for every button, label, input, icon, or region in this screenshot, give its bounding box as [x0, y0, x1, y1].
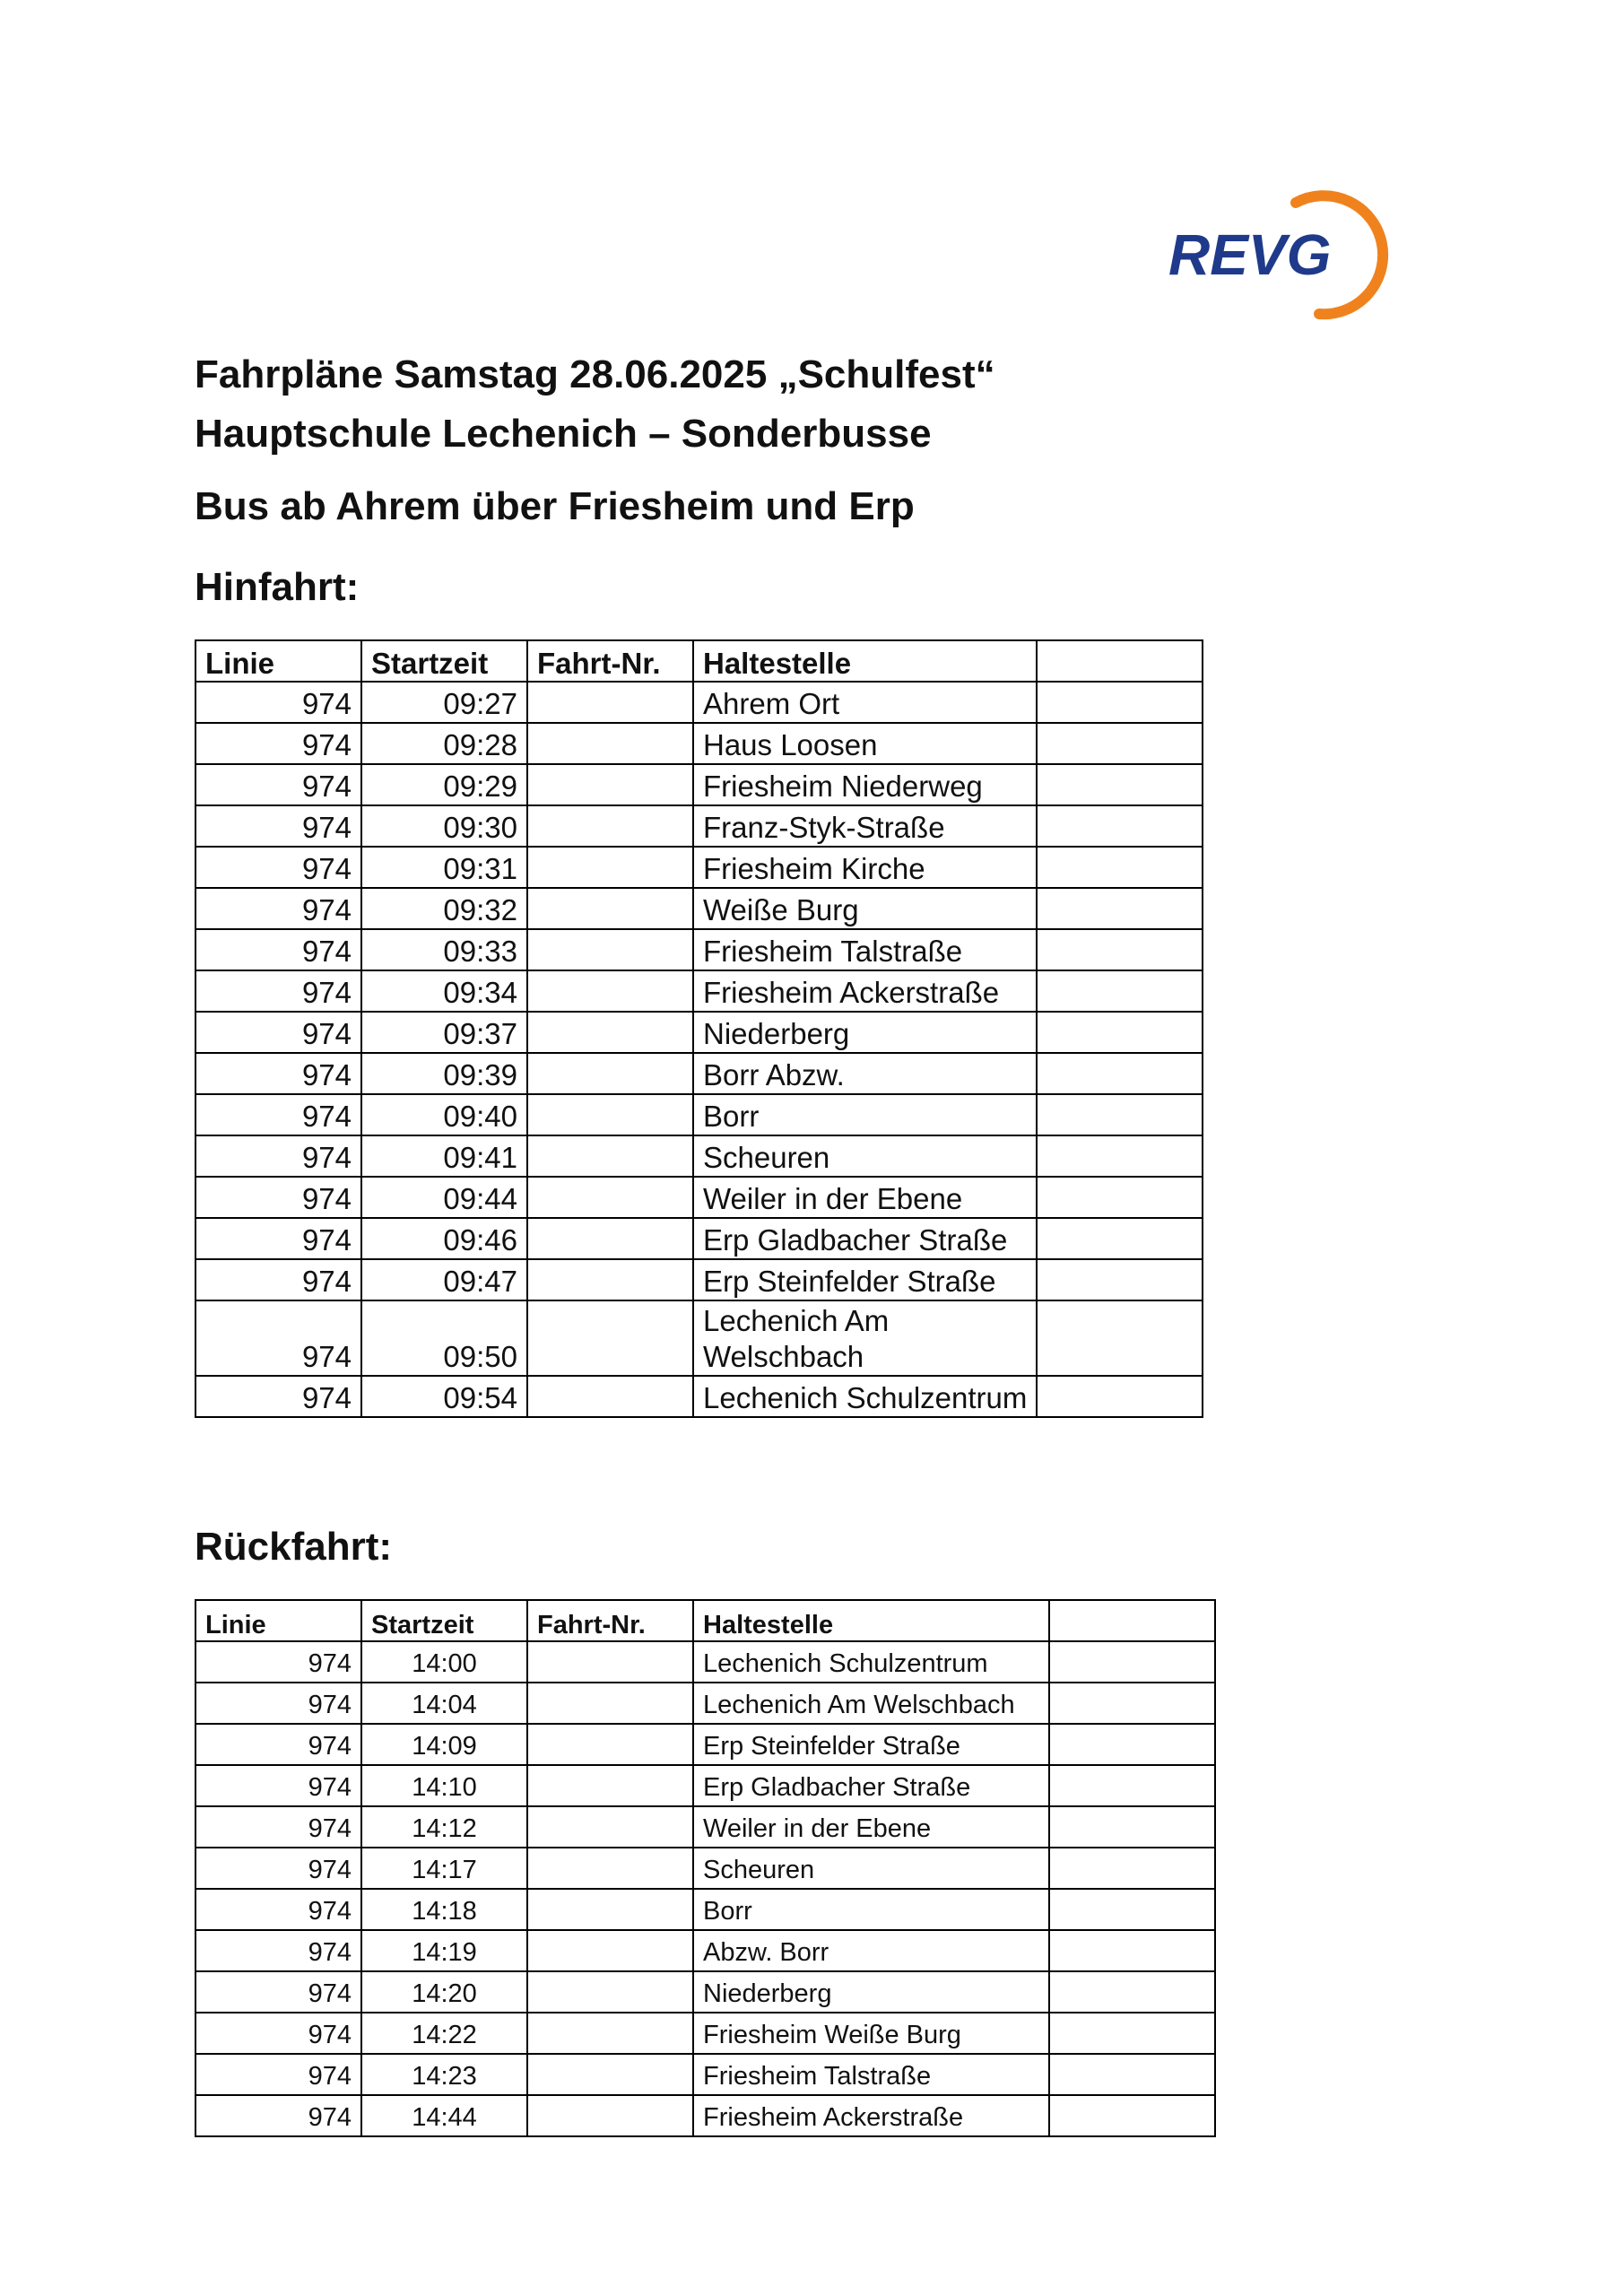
cell-fahrt-nr: [527, 1053, 693, 1094]
rueckfahrt-heading: Rückfahrt:: [195, 1525, 393, 1569]
cell-fahrt-nr: [527, 1848, 693, 1889]
cell-haltestelle: Ahrem Ort: [693, 682, 1037, 723]
hinfahrt-heading: Hinfahrt:: [195, 565, 360, 609]
cell-empty: [1037, 1053, 1203, 1094]
cell-linie: 974: [195, 1177, 361, 1218]
cell-startzeit: 14:22: [361, 2013, 527, 2054]
cell-fahrt-nr: [527, 1971, 693, 2013]
cell-empty: [1049, 1806, 1215, 1848]
header-linie: Linie: [195, 1600, 361, 1641]
cell-empty: [1049, 1971, 1215, 2013]
cell-fahrt-nr: [527, 1094, 693, 1135]
table-row: [195, 970, 1203, 1012]
cell-linie: 974: [195, 1806, 361, 1848]
cell-empty: [1049, 1641, 1215, 1683]
cell-startzeit: 14:18: [361, 1889, 527, 1930]
cell-fahrt-nr: [527, 764, 693, 805]
cell-haltestelle: Borr: [693, 1889, 1049, 1930]
table-row: [195, 1806, 1215, 1848]
table-header-row: [195, 640, 1203, 682]
cell-empty: [1049, 1930, 1215, 1971]
cell-fahrt-nr: [527, 1683, 693, 1724]
cell-startzeit: 09:33: [361, 929, 527, 970]
table-header-row: [195, 1600, 1215, 1641]
cell-startzeit: 09:40: [361, 1094, 527, 1135]
table-row: [195, 1930, 1215, 1971]
table-row: [195, 1300, 1203, 1376]
cell-haltestelle: Borr: [693, 1094, 1037, 1135]
cell-empty: [1037, 1259, 1203, 1300]
cell-empty: [1037, 1300, 1203, 1376]
cell-empty: [1037, 723, 1203, 764]
table-row: [195, 764, 1203, 805]
cell-startzeit: 09:47: [361, 1259, 527, 1300]
cell-fahrt-nr: [527, 1724, 693, 1765]
cell-haltestelle: Scheuren: [693, 1135, 1037, 1177]
cell-startzeit: 14:04: [361, 1683, 527, 1724]
cell-haltestelle: Friesheim Ackerstraße: [693, 970, 1037, 1012]
cell-fahrt-nr: [527, 1012, 693, 1053]
cell-startzeit: 14:20: [361, 1971, 527, 2013]
cell-haltestelle: Weiße Burg: [693, 888, 1037, 929]
logo-text: REVG: [1168, 222, 1332, 287]
table-row: [195, 1012, 1203, 1053]
cell-startzeit: 09:41: [361, 1135, 527, 1177]
cell-haltestelle: Friesheim Kirche: [693, 847, 1037, 888]
cell-empty: [1049, 2095, 1215, 2136]
table-row: [195, 847, 1203, 888]
cell-fahrt-nr: [527, 1806, 693, 1848]
table-row: [195, 1889, 1215, 1930]
revg-logo: [1161, 190, 1394, 325]
cell-startzeit: 09:32: [361, 888, 527, 929]
cell-empty: [1037, 764, 1203, 805]
cell-fahrt-nr: [527, 888, 693, 929]
cell-haltestelle: Lechenich Schulzentrum: [693, 1641, 1049, 1683]
cell-fahrt-nr: [527, 805, 693, 847]
cell-empty: [1037, 805, 1203, 847]
cell-linie: 974: [195, 1218, 361, 1259]
cell-linie: 974: [195, 1971, 361, 2013]
cell-linie: 974: [195, 1300, 361, 1376]
cell-linie: 974: [195, 1848, 361, 1889]
cell-linie: 974: [195, 970, 361, 1012]
cell-haltestelle: Abzw. Borr: [693, 1930, 1049, 1971]
cell-fahrt-nr: [527, 1641, 693, 1683]
page-title: [195, 345, 995, 464]
cell-startzeit: 09:46: [361, 1218, 527, 1259]
table-row: [195, 805, 1203, 847]
cell-startzeit: 09:50: [361, 1300, 527, 1376]
cell-haltestelle: Friesheim Weiße Burg: [693, 2013, 1049, 2054]
cell-linie: 974: [195, 929, 361, 970]
cell-fahrt-nr: [527, 1376, 693, 1417]
cell-linie: 974: [195, 1765, 361, 1806]
cell-startzeit: 09:34: [361, 970, 527, 1012]
cell-startzeit: 09:28: [361, 723, 527, 764]
cell-fahrt-nr: [527, 1218, 693, 1259]
cell-linie: 974: [195, 1930, 361, 1971]
header-empty: [1037, 640, 1203, 682]
cell-startzeit: 14:44: [361, 2095, 527, 2136]
cell-haltestelle: Borr Abzw.: [693, 1053, 1037, 1094]
cell-linie: 974: [195, 1135, 361, 1177]
table-row: [195, 929, 1203, 970]
cell-linie: 974: [195, 805, 361, 847]
cell-startzeit: 14:09: [361, 1724, 527, 1765]
cell-fahrt-nr: [527, 970, 693, 1012]
header-fahrt-nr: Fahrt-Nr.: [527, 1600, 693, 1641]
cell-fahrt-nr: [527, 1177, 693, 1218]
table-row: [195, 2013, 1215, 2054]
cell-startzeit: 09:44: [361, 1177, 527, 1218]
cell-fahrt-nr: [527, 1259, 693, 1300]
cell-linie: 974: [195, 723, 361, 764]
cell-fahrt-nr: [527, 1889, 693, 1930]
table-row: [195, 1135, 1203, 1177]
cell-linie: 974: [195, 1683, 361, 1724]
header-haltestelle: Haltestelle: [693, 1600, 1049, 1641]
cell-haltestelle: Weiler in der Ebene: [693, 1177, 1037, 1218]
cell-linie: 974: [195, 1889, 361, 1930]
cell-startzeit: 09:54: [361, 1376, 527, 1417]
cell-linie: 974: [195, 1094, 361, 1135]
cell-empty: [1037, 1376, 1203, 1417]
cell-haltestelle: Erp Steinfelder Straße: [693, 1724, 1049, 1765]
cell-startzeit: 09:39: [361, 1053, 527, 1094]
cell-fahrt-nr: [527, 2095, 693, 2136]
table-row: [195, 1848, 1215, 1889]
cell-haltestelle: Friesheim Niederweg: [693, 764, 1037, 805]
table-row: [195, 1724, 1215, 1765]
cell-haltestelle: Niederberg: [693, 1012, 1037, 1053]
cell-fahrt-nr: [527, 682, 693, 723]
cell-haltestelle: Erp Gladbacher Straße: [693, 1765, 1049, 1806]
cell-haltestelle: Friesheim Talstraße: [693, 2054, 1049, 2095]
title-line-2: Hauptschule Lechenich – Sonderbusse: [195, 412, 932, 456]
cell-empty: [1049, 1765, 1215, 1806]
cell-empty: [1049, 2054, 1215, 2095]
cell-linie: 974: [195, 764, 361, 805]
cell-empty: [1037, 1177, 1203, 1218]
cell-haltestelle: Weiler in der Ebene: [693, 1806, 1049, 1848]
cell-empty: [1049, 1724, 1215, 1765]
cell-haltestelle: Lechenich Am Welschbach: [693, 1300, 1037, 1376]
cell-empty: [1037, 970, 1203, 1012]
header-startzeit: Startzeit: [361, 1600, 527, 1641]
cell-empty: [1037, 847, 1203, 888]
cell-startzeit: 14:19: [361, 1930, 527, 1971]
table-row: [195, 682, 1203, 723]
cell-empty: [1037, 682, 1203, 723]
cell-startzeit: 14:12: [361, 1806, 527, 1848]
rueckfahrt-table: [195, 1599, 1216, 2137]
table-row: [195, 1094, 1203, 1135]
cell-startzeit: 09:37: [361, 1012, 527, 1053]
cell-empty: [1037, 1135, 1203, 1177]
cell-linie: 974: [195, 2054, 361, 2095]
cell-haltestelle: Erp Gladbacher Straße: [693, 1218, 1037, 1259]
cell-empty: [1037, 888, 1203, 929]
cell-fahrt-nr: [527, 929, 693, 970]
table-row: [195, 1641, 1215, 1683]
cell-empty: [1049, 2013, 1215, 2054]
cell-linie: 974: [195, 1259, 361, 1300]
cell-startzeit: 09:30: [361, 805, 527, 847]
cell-haltestelle: Haus Loosen: [693, 723, 1037, 764]
cell-linie: 974: [195, 1376, 361, 1417]
cell-empty: [1037, 929, 1203, 970]
header-haltestelle: Haltestelle: [693, 640, 1037, 682]
cell-startzeit: 09:27: [361, 682, 527, 723]
cell-empty: [1049, 1848, 1215, 1889]
cell-startzeit: 14:00: [361, 1641, 527, 1683]
cell-haltestelle: Erp Steinfelder Straße: [693, 1259, 1037, 1300]
table-row: [195, 1053, 1203, 1094]
cell-linie: 974: [195, 888, 361, 929]
cell-fahrt-nr: [527, 1135, 693, 1177]
cell-haltestelle: Niederberg: [693, 1971, 1049, 2013]
route-subtitle: Bus ab Ahrem über Friesheim und Erp: [195, 484, 915, 528]
cell-fahrt-nr: [527, 2054, 693, 2095]
header-startzeit: Startzeit: [361, 640, 527, 682]
table-row: [195, 1971, 1215, 2013]
table-row: [195, 888, 1203, 929]
cell-startzeit: 09:29: [361, 764, 527, 805]
table-row: [195, 1177, 1203, 1218]
hinfahrt-table: [195, 639, 1203, 1418]
cell-fahrt-nr: [527, 1300, 693, 1376]
cell-empty: [1037, 1218, 1203, 1259]
cell-startzeit: 09:31: [361, 847, 527, 888]
cell-linie: 974: [195, 682, 361, 723]
cell-linie: 974: [195, 2013, 361, 2054]
cell-haltestelle: Scheuren: [693, 1848, 1049, 1889]
cell-empty: [1049, 1889, 1215, 1930]
cell-linie: 974: [195, 1053, 361, 1094]
table-row: [195, 723, 1203, 764]
table-row: [195, 1683, 1215, 1724]
title-line-1: Fahrpläne Samstag 28.06.2025 „Schulfest“: [195, 352, 995, 396]
cell-linie: 974: [195, 847, 361, 888]
cell-linie: 974: [195, 1724, 361, 1765]
cell-startzeit: 14:17: [361, 1848, 527, 1889]
header-empty: [1049, 1600, 1215, 1641]
table-row: [195, 2095, 1215, 2136]
table-row: [195, 1259, 1203, 1300]
cell-empty: [1037, 1094, 1203, 1135]
cell-fahrt-nr: [527, 1930, 693, 1971]
cell-linie: 974: [195, 1012, 361, 1053]
table-row: [195, 1376, 1203, 1417]
header-linie: Linie: [195, 640, 361, 682]
cell-haltestelle: Friesheim Ackerstraße: [693, 2095, 1049, 2136]
header-fahrt-nr: Fahrt-Nr.: [527, 640, 693, 682]
cell-haltestelle: Franz-Styk-Straße: [693, 805, 1037, 847]
cell-fahrt-nr: [527, 723, 693, 764]
cell-empty: [1049, 1683, 1215, 1724]
table-row: [195, 1218, 1203, 1259]
cell-empty: [1037, 1012, 1203, 1053]
table-row: [195, 1765, 1215, 1806]
cell-haltestelle: Friesheim Talstraße: [693, 929, 1037, 970]
cell-startzeit: 14:23: [361, 2054, 527, 2095]
cell-startzeit: 14:10: [361, 1765, 527, 1806]
cell-fahrt-nr: [527, 2013, 693, 2054]
cell-haltestelle: Lechenich Schulzentrum: [693, 1376, 1037, 1417]
cell-fahrt-nr: [527, 1765, 693, 1806]
cell-linie: 974: [195, 2095, 361, 2136]
cell-linie: 974: [195, 1641, 361, 1683]
cell-fahrt-nr: [527, 847, 693, 888]
table-row: [195, 2054, 1215, 2095]
cell-haltestelle: Lechenich Am Welschbach: [693, 1683, 1049, 1724]
